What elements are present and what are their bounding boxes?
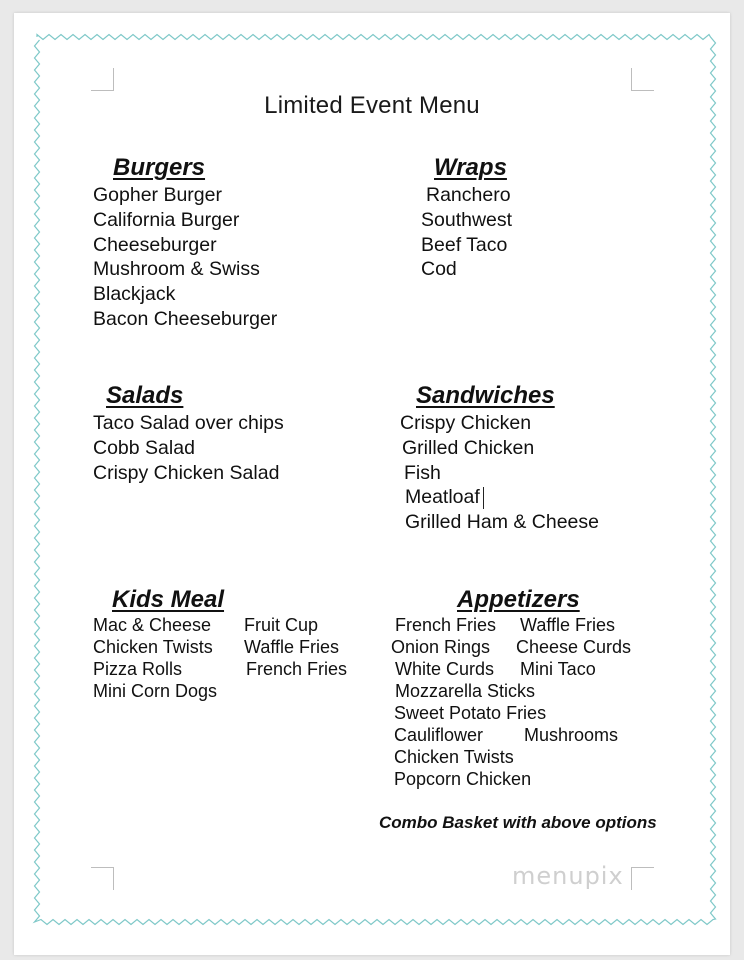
- menu-item: Beef Taco: [421, 233, 508, 256]
- menu-title: Limited Event Menu: [264, 92, 480, 119]
- menu-item: Fish: [404, 461, 441, 484]
- menu-item: French Fries: [246, 659, 348, 679]
- appetizers-list-right: [516, 614, 631, 746]
- menu-item: Mozzarella Sticks: [395, 681, 536, 701]
- wraps-list: [421, 183, 512, 282]
- menu-item: Popcorn Chicken: [394, 769, 532, 789]
- menu-item: Onion Rings: [391, 637, 491, 657]
- menu-item: White Curds: [395, 659, 495, 679]
- menu-item: California Burger: [93, 208, 240, 231]
- menu-item: Chicken Twists: [394, 747, 514, 767]
- burgers-list: [93, 183, 277, 332]
- corner-mark-bottom-left: [91, 867, 114, 890]
- menu-item: Taco Salad over chips: [93, 412, 284, 434]
- menu-item: Ranchero: [426, 184, 511, 206]
- menu-item: Meatloaf: [405, 486, 480, 509]
- text-cursor: [483, 487, 485, 509]
- kids-meal-list-right: [244, 614, 347, 680]
- menu-item: Mushrooms: [524, 725, 619, 745]
- combo-basket-note: Combo Basket with above options: [379, 813, 657, 832]
- menu-item-with-cursor: [400, 485, 599, 510]
- wraps-heading: Wraps: [434, 154, 507, 181]
- menu-item: Waffle Fries: [520, 615, 616, 635]
- corner-mark-bottom-right: [631, 867, 654, 890]
- menu-item: Cauliflower: [394, 725, 484, 745]
- menu-item: Waffle Fries: [244, 637, 340, 657]
- menu-item: Blackjack: [93, 283, 176, 306]
- corner-mark-top-right: [631, 68, 654, 91]
- burgers-heading: Burgers: [113, 154, 206, 181]
- menu-item: Mini Taco: [520, 659, 596, 679]
- salads-list: [93, 411, 284, 485]
- watermark-logo: menupix: [512, 862, 624, 890]
- salads-heading: Salads: [106, 382, 184, 409]
- menu-item: Fruit Cup: [244, 615, 319, 635]
- menu-item: Gopher Burger: [93, 184, 222, 206]
- menu-item: Grilled Chicken: [402, 436, 535, 459]
- menu-item: Grilled Ham & Cheese: [405, 511, 599, 534]
- menu-item: Mini Corn Dogs: [93, 681, 218, 701]
- menu-item: Mushroom & Swiss: [93, 258, 260, 281]
- menu-item: Cheeseburger: [93, 233, 217, 256]
- menu-item: Cobb Salad: [93, 436, 195, 459]
- menu-item: Sweet Potato Fries: [394, 703, 547, 723]
- sandwiches-list: [400, 411, 599, 535]
- menu-item-blank: [516, 702, 631, 724]
- menu-item: Mac & Cheese: [93, 615, 212, 635]
- menu-item: Crispy Chicken: [400, 412, 532, 434]
- kids-meal-list-left: [93, 614, 217, 702]
- menu-item-blank: [516, 680, 631, 702]
- sandwiches-heading: Sandwiches: [416, 382, 555, 409]
- menu-item: French Fries: [395, 615, 497, 635]
- kids-meal-heading: Kids Meal: [112, 586, 225, 613]
- appetizers-heading: Appetizers: [457, 586, 580, 613]
- menu-item: Southwest: [421, 208, 513, 231]
- menu-item: Crispy Chicken Salad: [93, 461, 280, 484]
- menu-item: Chicken Twists: [93, 637, 213, 657]
- menu-item: Bacon Cheeseburger: [93, 307, 278, 330]
- corner-mark-top-left: [91, 68, 114, 91]
- menu-item: Cod: [421, 258, 457, 281]
- menu-item: Cheese Curds: [516, 637, 632, 657]
- menu-item: Pizza Rolls: [93, 659, 183, 679]
